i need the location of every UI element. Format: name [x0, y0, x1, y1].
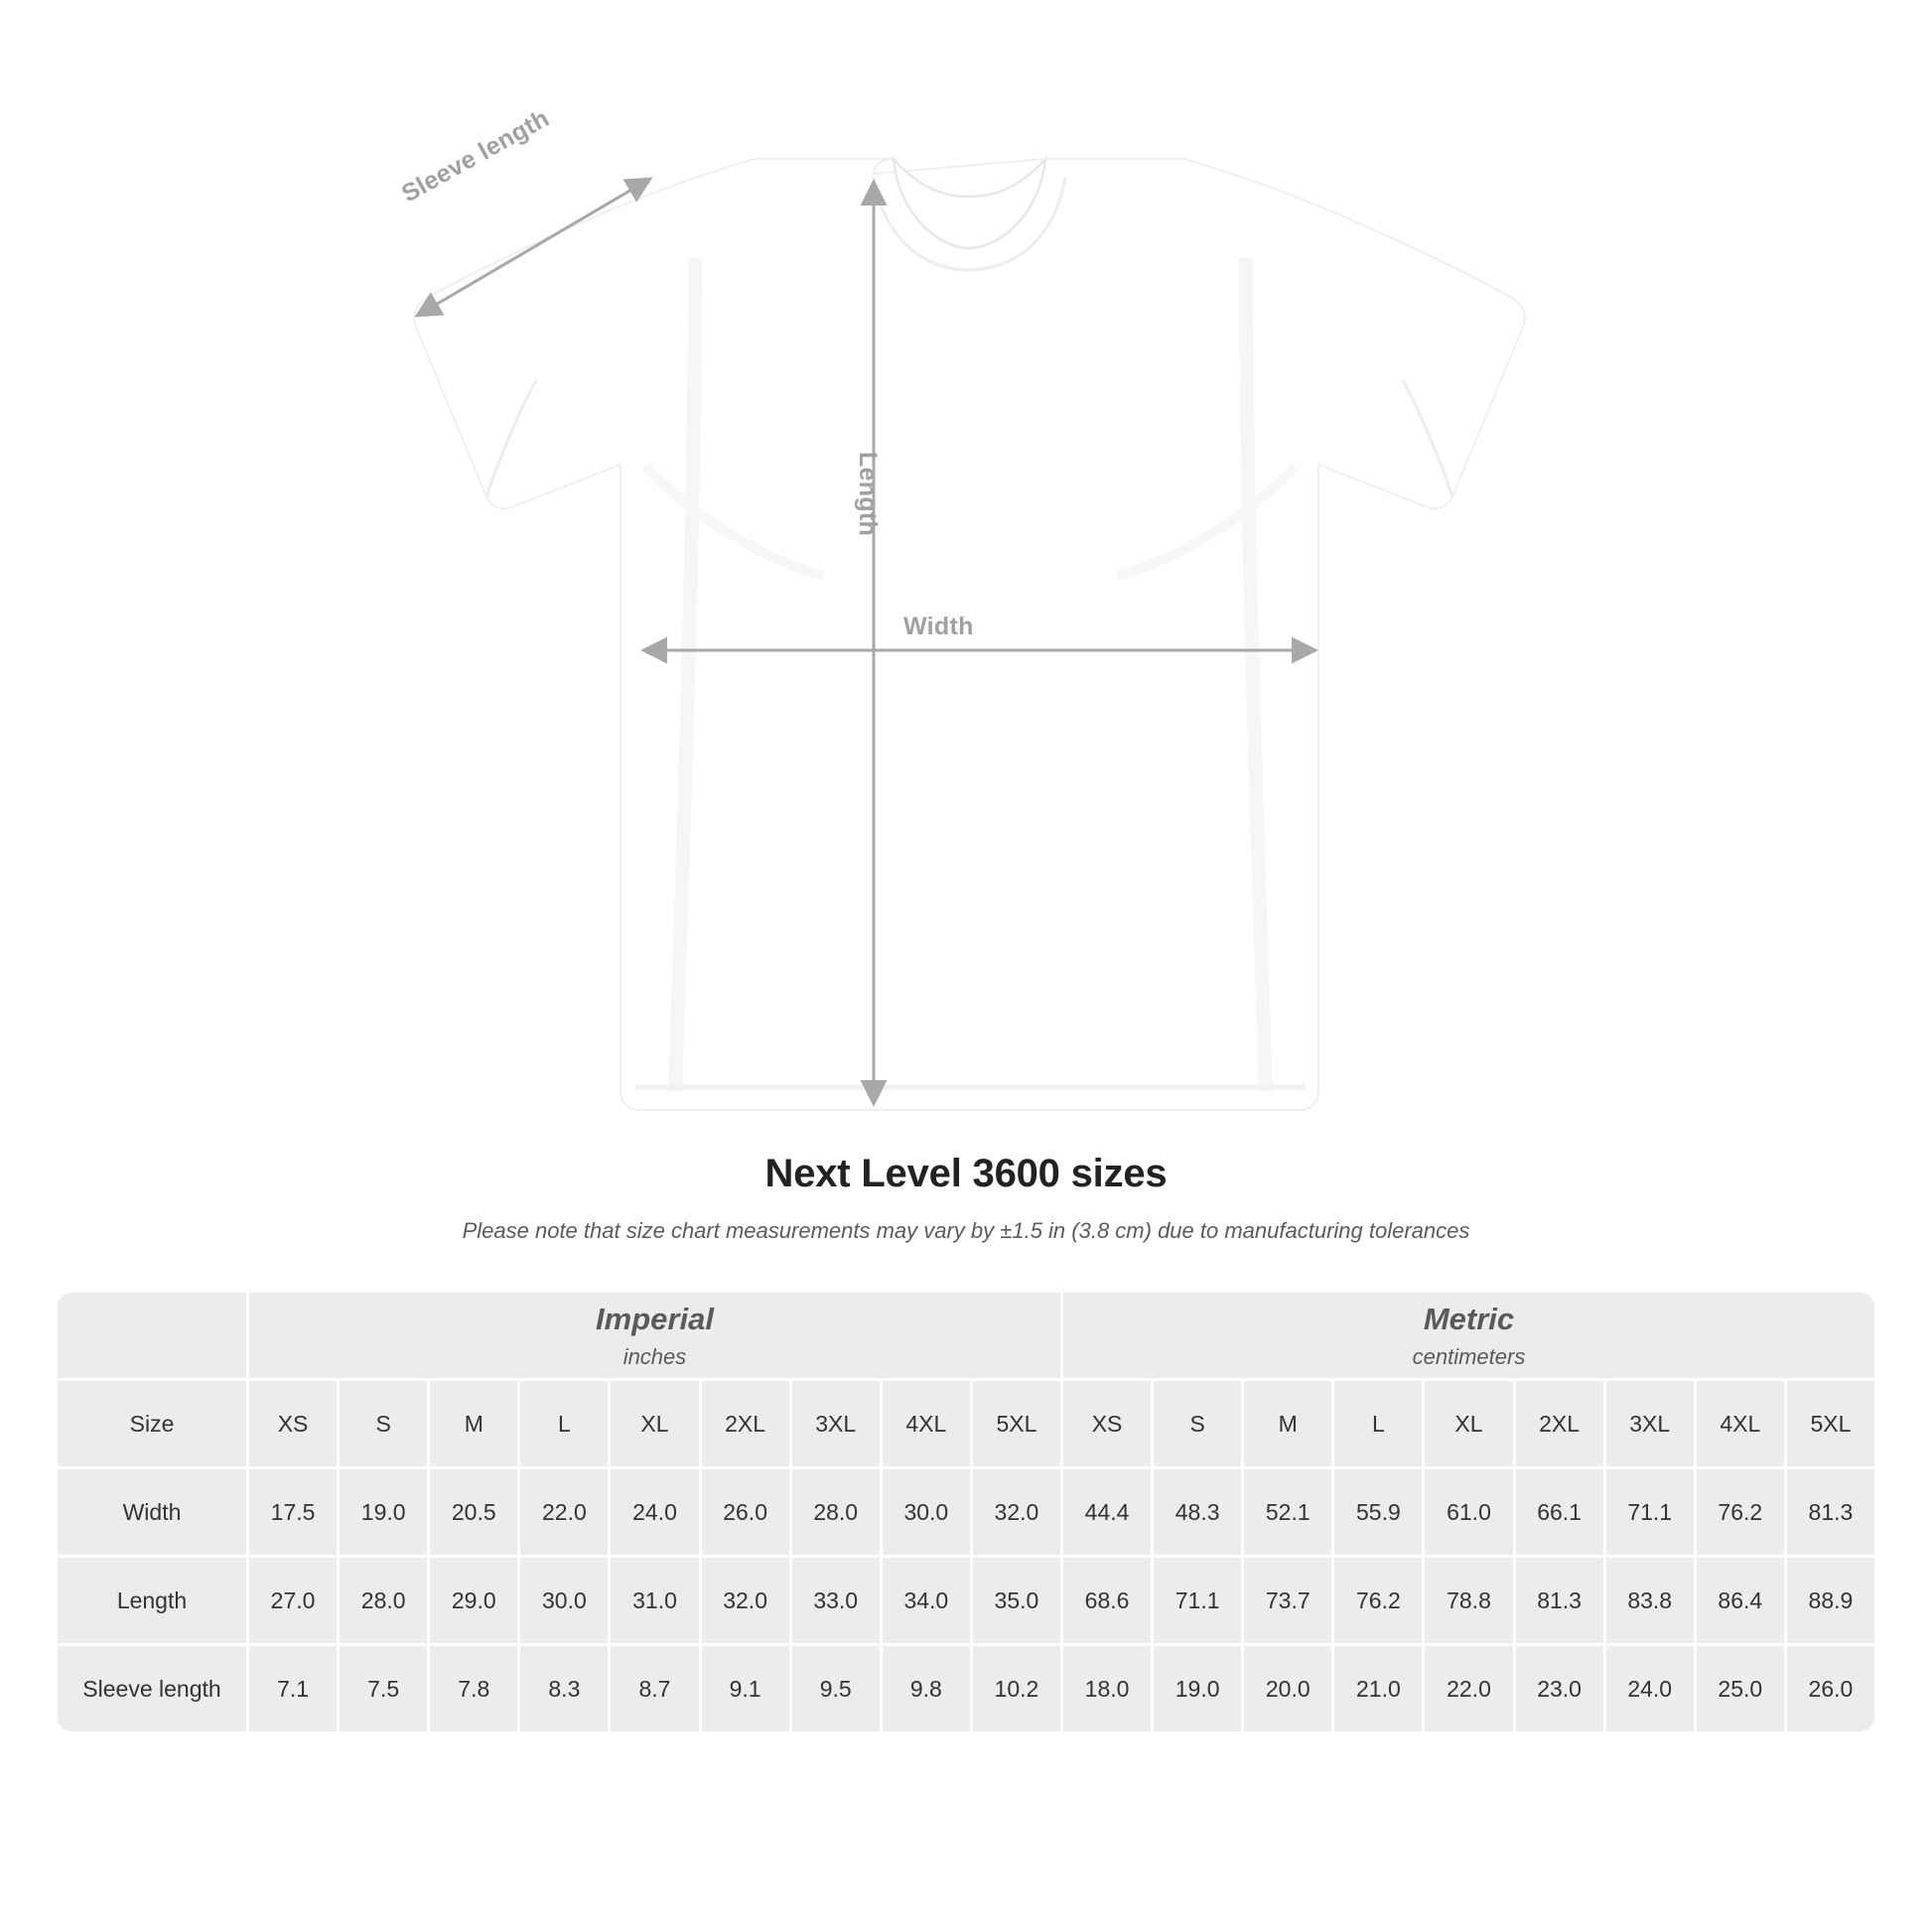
table-cell: 21.0: [1334, 1646, 1422, 1731]
table-cell: 28.0: [792, 1469, 880, 1555]
unit-group-imperial-name: Imperial: [596, 1302, 714, 1337]
table-cell: 17.5: [249, 1469, 337, 1555]
table-cell: 18.0: [1063, 1646, 1151, 1731]
table-cell: 81.3: [1516, 1558, 1603, 1643]
table-cell: 66.1: [1516, 1469, 1603, 1555]
unit-group-metric-name: Metric: [1423, 1302, 1515, 1337]
size-header-cell: M: [430, 1381, 517, 1466]
table-cell: 7.5: [340, 1646, 427, 1731]
table-cell: 44.4: [1063, 1469, 1151, 1555]
table-cell: 27.0: [249, 1558, 337, 1643]
table-cell: 22.0: [520, 1469, 608, 1555]
table-cell: 73.7: [1244, 1558, 1331, 1643]
size-chart-table-wrap: [55, 1290, 1877, 1734]
size-header-cell: 3XL: [792, 1381, 880, 1466]
size-header-cell: S: [340, 1381, 427, 1466]
table-cell: 35.0: [973, 1558, 1060, 1643]
table-cell: 7.1: [249, 1646, 337, 1731]
table-cell: 9.5: [792, 1646, 880, 1731]
table-cell: 25.0: [1697, 1646, 1784, 1731]
table-cell: 29.0: [430, 1558, 517, 1643]
size-header-cell: 2XL: [702, 1381, 789, 1466]
size-header-cell: 3XL: [1606, 1381, 1694, 1466]
size-header-cell: 5XL: [973, 1381, 1060, 1466]
table-cell: 26.0: [702, 1469, 789, 1555]
row-label-length: Length: [58, 1558, 246, 1643]
unit-group-imperial: [249, 1293, 1060, 1378]
size-chart-table: [55, 1290, 1877, 1734]
table-cell: 10.2: [973, 1646, 1060, 1731]
table-cell: 71.1: [1154, 1558, 1241, 1643]
row-label-sleeve-length: Sleeve length: [58, 1646, 246, 1731]
sleeve-length-label: Sleeve length: [397, 103, 554, 208]
table-cell: 26.0: [1787, 1646, 1874, 1731]
size-header-row: [58, 1381, 1874, 1466]
size-header-cell: L: [520, 1381, 608, 1466]
unit-group-row: [58, 1293, 1874, 1378]
size-header-label: Size: [58, 1381, 246, 1466]
table-cell: 88.9: [1787, 1558, 1874, 1643]
table-cell: 8.3: [520, 1646, 608, 1731]
size-header-cell: XL: [1425, 1381, 1512, 1466]
table-cell: 48.3: [1154, 1469, 1241, 1555]
table-cell: 83.8: [1606, 1558, 1694, 1643]
size-header-cell: XL: [611, 1381, 698, 1466]
table-cell: 33.0: [792, 1558, 880, 1643]
size-header-cell: 4XL: [1697, 1381, 1784, 1466]
unit-group-metric: [1063, 1293, 1874, 1378]
table-cell: 9.8: [883, 1646, 970, 1731]
table-cell: 22.0: [1425, 1646, 1512, 1731]
table-cell: 20.0: [1244, 1646, 1331, 1731]
length-label: Length: [854, 452, 882, 537]
table-row: [58, 1469, 1874, 1555]
table-cell: 9.1: [702, 1646, 789, 1731]
size-header-cell: 5XL: [1787, 1381, 1874, 1466]
size-header-cell: 2XL: [1516, 1381, 1603, 1466]
table-cell: 81.3: [1787, 1469, 1874, 1555]
table-cell: 61.0: [1425, 1469, 1512, 1555]
table-cell: 86.4: [1697, 1558, 1784, 1643]
unit-group-imperial-sub: inches: [622, 1343, 687, 1369]
table-cell: 31.0: [611, 1558, 698, 1643]
tolerance-note: Please note that size chart measurements may vary by ±1.5 in (3.8 cm) due to manufacturing tolerances: [462, 1218, 1470, 1243]
size-header-cell: S: [1154, 1381, 1241, 1466]
width-label: Width: [903, 613, 974, 640]
table-cell: 30.0: [520, 1558, 608, 1643]
table-cell: 68.6: [1063, 1558, 1151, 1643]
table-cell: 23.0: [1516, 1646, 1603, 1731]
table-cell: 78.8: [1425, 1558, 1512, 1643]
size-header-cell: XS: [249, 1381, 337, 1466]
page-title: Next Level 3600 sizes: [764, 1152, 1168, 1195]
table-cell: 30.0: [883, 1469, 970, 1555]
table-cell: 19.0: [1154, 1646, 1241, 1731]
table-cell: 20.5: [430, 1469, 517, 1555]
table-cell: 76.2: [1334, 1558, 1422, 1643]
row-label-width: Width: [58, 1469, 246, 1555]
table-cell: 8.7: [611, 1646, 698, 1731]
corner-cell: [58, 1293, 246, 1378]
table-cell: 28.0: [340, 1558, 427, 1643]
table-cell: 52.1: [1244, 1469, 1331, 1555]
table-cell: 19.0: [340, 1469, 427, 1555]
table-cell: 24.0: [611, 1469, 698, 1555]
table-cell: 32.0: [973, 1469, 1060, 1555]
size-header-cell: XS: [1063, 1381, 1151, 1466]
size-header-cell: 4XL: [883, 1381, 970, 1466]
table-row: [58, 1558, 1874, 1643]
table-cell: 34.0: [883, 1558, 970, 1643]
table-cell: 32.0: [702, 1558, 789, 1643]
table-row: [58, 1646, 1874, 1731]
title-block: [0, 1152, 1932, 1244]
table-cell: 76.2: [1697, 1469, 1784, 1555]
size-header-cell: L: [1334, 1381, 1422, 1466]
size-chart-body: [58, 1293, 1874, 1731]
table-cell: 7.8: [430, 1646, 517, 1731]
table-cell: 55.9: [1334, 1469, 1422, 1555]
table-cell: 71.1: [1606, 1469, 1694, 1555]
unit-group-metric-sub: centimeters: [1412, 1343, 1526, 1369]
table-cell: 24.0: [1606, 1646, 1694, 1731]
size-header-cell: M: [1244, 1381, 1331, 1466]
